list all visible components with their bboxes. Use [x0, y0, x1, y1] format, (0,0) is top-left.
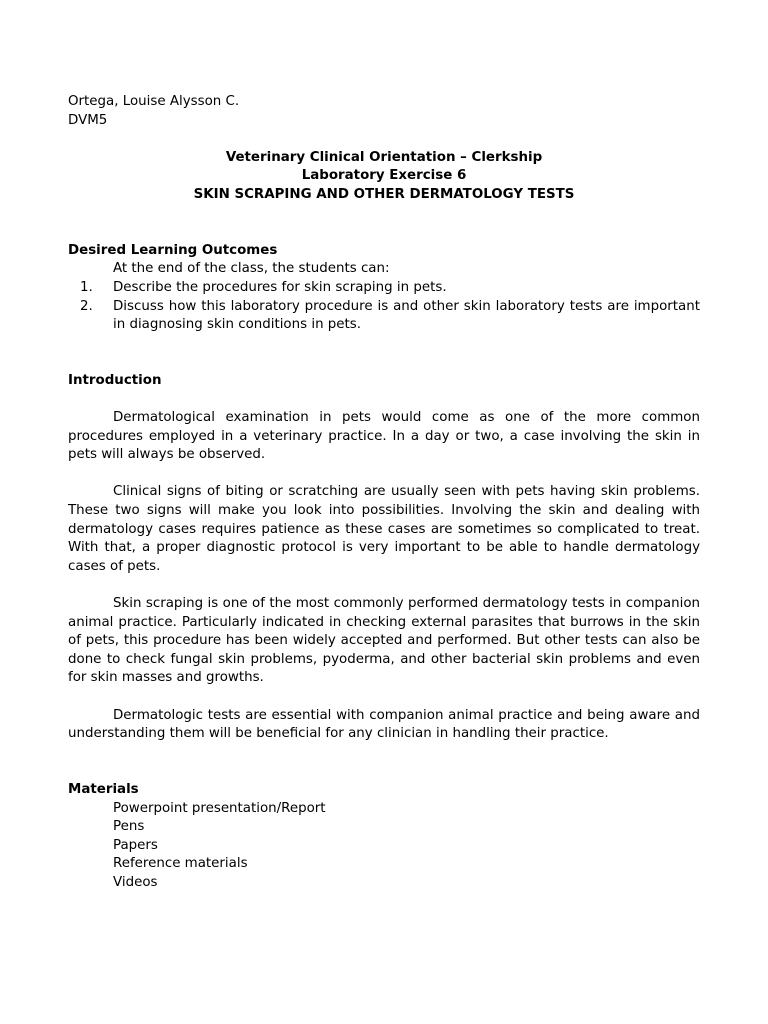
- materials-heading: Materials: [68, 781, 139, 797]
- outcomes-intro: At the end of the class, the students can:: [113, 261, 390, 277]
- introduction-heading: Introduction: [68, 372, 162, 388]
- introduction-section: [68, 372, 700, 744]
- list-item: Reference materials: [113, 856, 248, 872]
- list-item: Papers: [113, 837, 158, 853]
- list-item: Videos: [113, 874, 158, 890]
- list-item-text: Describe the procedures for skin scraping in pets.: [113, 279, 447, 295]
- list-item-number: 1.: [80, 279, 93, 295]
- title-topic: SKIN SCRAPING AND OTHER DERMATOLOGY TESTS: [193, 186, 575, 202]
- paragraph: Skin scraping is one of the most commonly performed dermatology tests in companion animal practice. Particularly indicated in checking external parasites that burrows in the skin of pets, this procedure has been widely accepted and performed. But other tests can also be done to check fungal skin problems, pyoderma, and other bacterial skin problems and even for skin masses and growths.: [68, 596, 700, 686]
- outcomes-list: [68, 279, 700, 335]
- outcomes-section: [68, 242, 700, 335]
- title-exercise: Laboratory Exercise 6: [301, 168, 467, 184]
- outcomes-heading: Desired Learning Outcomes: [68, 242, 278, 258]
- author-class: DVM5: [68, 112, 108, 128]
- author-name: Ortega, Louise Alysson C.: [68, 94, 240, 109]
- paragraph: Clinical signs of biting or scratching are usually seen with pets having skin problems. These two signs will make you look into possibilities. Involving the skin and dealing with dermatology cases requires patience as these cases are sometimes so complicated to treat. With that, a proper diagnostic protocol is very important to be able to handle dermatology cases of pets.: [68, 484, 700, 574]
- list-item-text: Discuss how this laboratory procedure is and other skin laboratory tests are important in diagnosing skin conditions in pets.: [113, 298, 700, 333]
- list-item: [68, 298, 700, 335]
- list-item: [68, 279, 700, 298]
- materials-list: [68, 800, 700, 893]
- title-course: Veterinary Clinical Orientation – Clerkship: [225, 149, 543, 165]
- list-item: Pens: [113, 819, 145, 835]
- list-item: Powerpoint presentation/Report: [113, 800, 326, 816]
- document-title: [68, 149, 700, 205]
- paragraph: Dermatological examination in pets would come as one of the more common procedures employed in a veterinary practice. In a day or two, a case involving the skin in pets will always be observed.: [68, 410, 700, 463]
- paragraph: Dermatologic tests are essential with companion animal practice and being aware and understanding them will be beneficial for any clinician in handling their practice.: [68, 707, 700, 742]
- document-page: [68, 93, 700, 893]
- list-item-number: 2.: [80, 298, 93, 314]
- materials-section: [68, 781, 700, 893]
